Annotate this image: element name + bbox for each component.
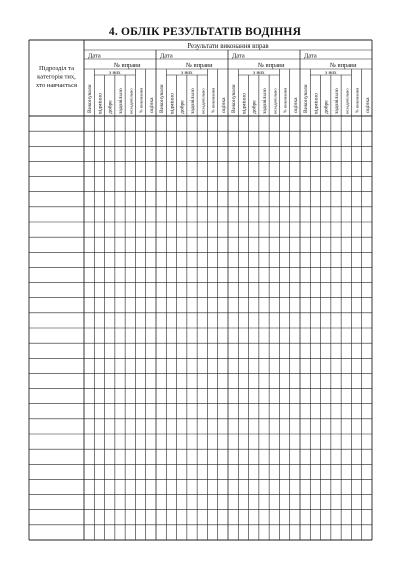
date-label: Дата (304, 52, 317, 60)
column-title: Виконували (87, 84, 94, 113)
column-title: відмінно (313, 93, 320, 114)
column-title: добре (179, 100, 186, 114)
column-title: % виконання (354, 87, 360, 113)
column-title: Виконували (159, 84, 166, 113)
column-title: добре (251, 100, 258, 114)
of-them-label: з них (325, 70, 337, 76)
column-title: незадовільно (128, 88, 134, 114)
column-title: незадовільно (200, 88, 206, 114)
of-them-label: з них (109, 70, 121, 76)
column-title: оцінка (364, 97, 371, 113)
column-title: відмінно (241, 93, 248, 114)
column-title: незадовільно (344, 88, 350, 114)
exercise-label: № вправи (185, 62, 213, 69)
column-title: оцінка (220, 97, 227, 113)
subdivision-header-line: категорія тих, (37, 73, 76, 81)
results-header: Результати виконання вправ (187, 43, 269, 50)
date-label: Дата (160, 52, 173, 60)
date-label: Дата (232, 52, 245, 60)
exercise-label: № вправи (257, 62, 285, 69)
column-title: Виконували (303, 84, 310, 113)
column-title: оцінка (292, 97, 299, 113)
column-title: добре (107, 100, 114, 114)
column-title: незадовільно (272, 88, 278, 114)
column-title: відмінно (97, 93, 104, 114)
of-them-label: з них (253, 70, 265, 76)
column-title: задовільно (190, 88, 196, 114)
column-title: % виконання (210, 87, 216, 113)
subdivision-header-line: хто навчається (35, 82, 78, 89)
subdivision-header-line: Підрозділ та (38, 65, 75, 72)
column-title: задовільно (262, 88, 268, 114)
page-title: 4. ОБЛІК РЕЗУЛЬТАТІВ ВОДІННЯ (108, 26, 302, 38)
of-them-label: з них (181, 70, 193, 76)
exercise-label: № вправи (113, 62, 141, 69)
column-title: задовільно (118, 88, 124, 114)
column-title: % виконання (282, 87, 288, 113)
column-title: відмінно (169, 93, 176, 114)
column-title: % виконання (138, 87, 144, 113)
exercise-label: № вправи (329, 62, 357, 69)
column-title: Виконували (231, 84, 238, 113)
column-title: оцінка (148, 97, 155, 113)
date-label: Дата (88, 52, 101, 60)
column-title: задовільно (334, 88, 340, 114)
column-title: добре (323, 100, 330, 114)
